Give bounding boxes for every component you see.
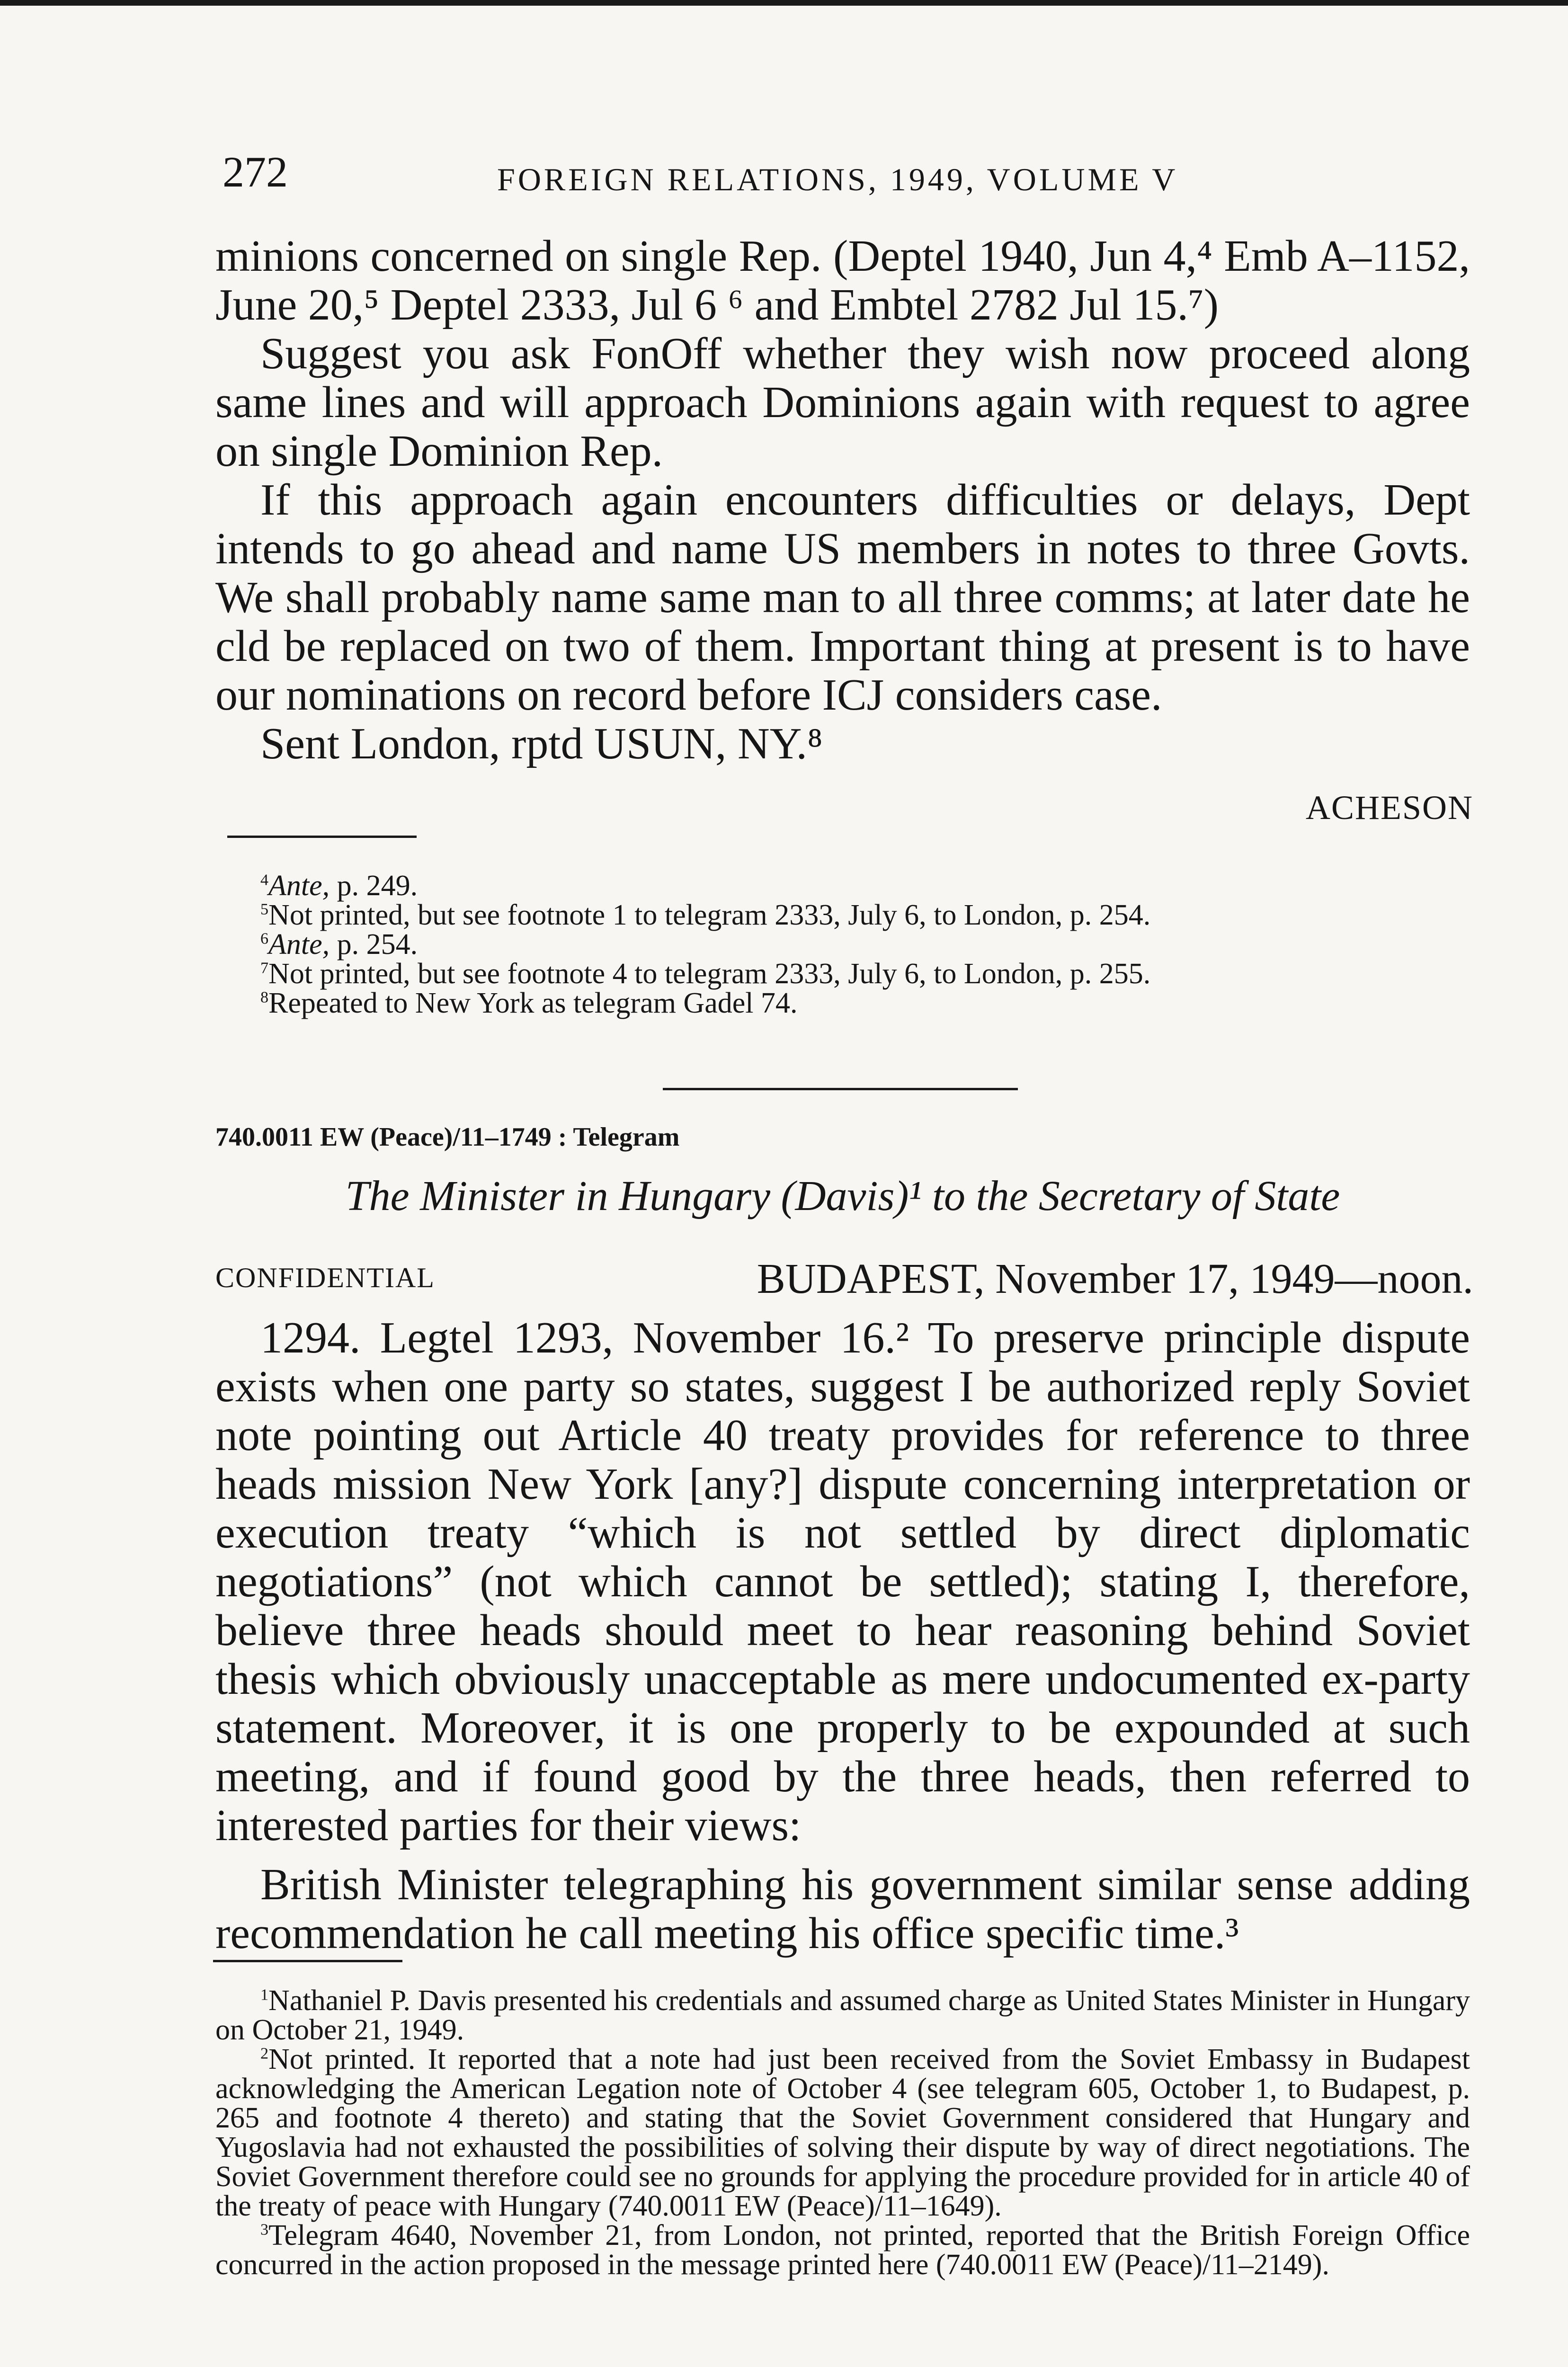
footnote-7: $^7$Not printed, but see footnote 4 to telegram 2333, July 6, to London, p. 255. — [260, 958, 1151, 990]
document-1-footnotes — [215, 871, 1470, 1018]
doc1-paragraph-2: Suggest you ask FonOff whether they wish now proceed along same lines and will approach Dominions again with request to agree on single Dominion Rep. — [215, 329, 1470, 476]
doc2-paragraph-1: 1294. Legtel 1293, November 16.² To preserve principle dispute exists when one party so states, suggest I be authorized reply Soviet note pointing out Article 40 treaty provides for reference to three heads mission New York [any?] dispute concerning interpretation or execution treaty “which is not settled by direct diplomatic negotiations” (not which cannot be settled); stating I, therefore, believe three heads should meet to hear reasoning behind Soviet thesis which obviously unacceptable as mere undocumented ex-party statement. Moreover, it is one properly to be expounded at such meeting, and if found good by the three heads, then referred to interested parties for their views: — [215, 1313, 1470, 1850]
footnote-rule-2 — [213, 1960, 402, 1962]
footnote-5: $^5$Not printed, but see footnote 1 to telegram 2333, July 6, to London, p. 254. — [260, 899, 1151, 931]
classification-label: CONFIDENTIAL — [215, 1262, 435, 1293]
running-head — [223, 147, 1501, 213]
document-1-body — [215, 232, 1470, 768]
doc1-paragraph-1: minions concerned on single Rep. (Deptel 1940, Jun 4,⁴ Emb A–1152, June 20,⁵ Deptel 2333, Jul 6 ⁶ and Embtel 2782 Jul 15.⁷) — [215, 231, 1470, 329]
document-2-footnotes — [215, 1986, 1470, 2279]
signature: ACHESON — [1305, 789, 1473, 827]
doc1-paragraph-3: If this approach again encounters difficulties or delays, Dept intends to go ahead and name US members in notes to three Govts. We shall probably name same man to all three comms; at later date he cld be replaced on two of them. Important thing at present is to have our nominations on record before ICJ considers case. — [215, 475, 1470, 720]
page-number: 272 — [223, 148, 288, 196]
footnote-2: $^2$Not printed. It reported that a note had just been received from the Soviet Embassy in Budapest acknowledging the American Legation note of October 4 (see telegram 605, October 1, to Budapest, p. 265 and footnote 4 thereto) and stating that the Soviet Government considered that Hungary and Yugoslavia had not exhausted the possibilities of solving their dispute by way of direct negotiations. The Soviet Government therefore could see no grounds for applying the procedure provided for in article 40 of the treaty of peace with Hungary (740.0011 EW (Peace)/11–1649). — [215, 2043, 1470, 2222]
dateline: BUDAPEST, November 17, 1949—noon. — [757, 1255, 1473, 1302]
footnote-8: $^8$Repeated to New York as telegram Gadel 74. — [260, 987, 798, 1019]
doc2-paragraph-2: British Minister telegraphing his government similar sense adding recommendation he call meeting his office specific time.³ — [215, 1860, 1470, 1958]
doc1-paragraph-4: Sent London, rptd USUN, NY.⁸ — [260, 719, 823, 768]
scan-edge — [0, 0, 1568, 6]
footnote-rule-1 — [227, 836, 417, 838]
file-number: 740.0011 EW (Peace)/11–1749 : Telegram — [215, 1122, 680, 1152]
document-2-body — [215, 1314, 1470, 1958]
document-heading: The Minister in Hungary (Davis)¹ to the Secretary of State — [345, 1173, 1340, 1219]
footnote-1: $^1$Nathaniel P. Davis presented his credentials and assumed charge as United States Minister in Hungary on October 21, 1949. — [215, 1984, 1470, 2046]
footnote-6: $^6$Ante, p. 254. — [260, 928, 418, 961]
running-title: FOREIGN RELATIONS, 1949, VOLUME V — [497, 161, 1178, 197]
footnote-3: $^3$Telegram 4640, November 21, from London, not printed, reported that the British Foreign Office concurred in the action proposed in the message printed here (740.0011 EW (Peace)/11–2149). — [215, 2219, 1470, 2281]
footnote-4: $^4$Ante, p. 249. — [260, 870, 418, 902]
section-divider — [663, 1088, 1018, 1090]
